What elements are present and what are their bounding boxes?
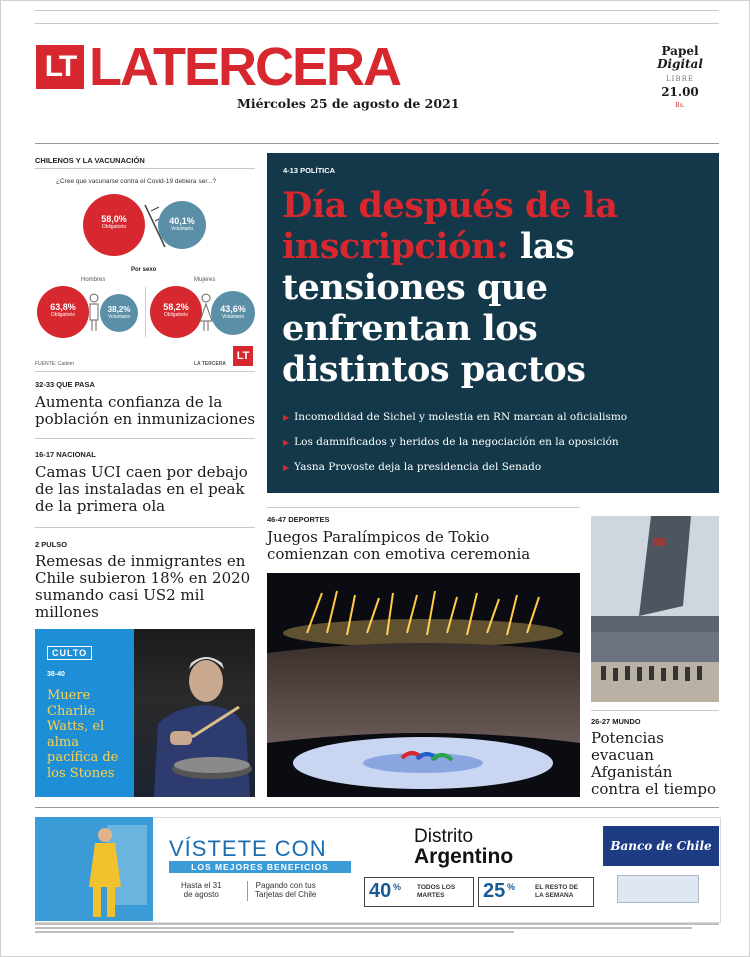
discount-1-line-2: MARTES [417,892,445,899]
ad-pay [255,881,316,899]
fashion-model-illustration [35,817,153,921]
edition-line-1: Papel [661,44,699,58]
discount-1-value: 40 [369,880,392,902]
bubble-label: Obligatorio [50,312,76,318]
bullet-item[interactable] [283,436,713,449]
men-obligatorio-bubble [37,286,89,338]
logo-mark[interactable]: LT [36,45,84,89]
bubble-label: Voluntario [221,314,245,320]
bullet-text: Incomodidad de Sichel y molestia en RN marcan al oficialismo [294,411,628,423]
by-gender-label: Por sexo [131,267,157,273]
women-obligatorio-bubble [150,286,202,338]
top-rule-2 [35,23,719,24]
top-rule [35,10,719,11]
headline-rest: las tensiones que enfrentan los distintos pactos [282,226,586,390]
lt-small-logo: LT [233,346,253,366]
top-voluntario-bubble [158,201,206,249]
ad-until-line-2: de agosto [183,890,219,899]
deportes-headline[interactable]: Juegos Paralímpicos de Tokio comienzan con emotiva ceremonia [267,528,531,563]
discount-2-line-2: LA SEMANA [535,892,574,899]
men-voluntario-bubble [100,294,138,332]
mundo-kicker[interactable]: 26-27 MUNDO [591,717,641,726]
top-obligatorio-bubble [83,194,145,256]
ad-divider [247,881,248,901]
paralympics-ceremony-illustration [267,573,580,797]
discount-box-2 [478,877,594,907]
ad-top-rule [35,807,719,808]
infographic-kicker[interactable]: CHILENOS Y LA VACUNACIÓN [35,156,145,165]
ad-model-image[interactable] [35,817,153,921]
lead-story-kicker: 4-13 POLÍTICA [283,166,336,175]
masthead-rule [35,143,719,144]
story-headline[interactable]: Camas UCI caen por debajo de las instaladas en el peak de la primera ola [35,463,248,515]
bubble-value: 58,0% [101,214,127,224]
stadium-photo[interactable] [267,573,580,797]
price-currency: Bs. [675,102,685,109]
bullet-item[interactable] [283,461,713,474]
lead-story-bullets [283,411,713,486]
headline-highlight: Día después de la inscripción: [282,185,618,267]
discount-1-text [417,884,455,900]
infographic-credit: LA TERCERA [194,361,227,367]
culto-badge: CULTO [47,646,92,660]
story-kicker[interactable]: 16-17 NACIONAL [35,450,96,459]
edition-line-2: Digital [657,57,703,71]
story-headline[interactable]: Aumenta confianza de la población en inmunizaciones [35,393,256,428]
infographic-source: FUENTE: Cadem [35,361,74,367]
bubble-value: 58,2% [163,302,189,312]
drummer-illustration [134,629,255,797]
man-figure-icon [87,293,101,333]
percent-icon: % [507,882,516,892]
story-kicker[interactable]: 2 PULSO [35,540,68,549]
ad-fine-print [35,923,719,935]
story-rule [35,527,255,528]
bubble-label: Obligatorio [163,312,189,318]
story-kicker[interactable]: 32-33 QUE PASA [35,380,95,389]
bullet-triangle-icon: ▶ [283,463,290,472]
edition-date: Miércoles 25 de agosto de 2021 [237,96,460,111]
culto-headline[interactable]: Muere Charlie Watts, el alma pacífica de los Stones [47,688,119,781]
bubble-value: 38,2% [107,305,131,314]
ad-title: VÍSTETE CON [169,836,327,861]
ad-brand [414,827,513,867]
bubble-label: Obligatorio [101,224,127,230]
men-label: Hombres [81,277,106,283]
ad-band: LOS MEJORES BENEFICIOS [169,861,351,873]
bubble-value: 40,1% [169,216,195,226]
bubble-label: Voluntario [107,314,131,320]
ad-pay-line-1: Pagando con tus [255,881,316,890]
women-voluntario-bubble [211,291,255,335]
bullet-text: Yasna Provoste deja la presidencia del Senado [294,461,542,473]
lead-story-headline[interactable] [282,185,712,390]
price-label: LIBRE [666,75,694,83]
infographic-rule [35,168,255,169]
card-image [617,875,699,903]
mundo-rule [591,710,719,711]
mundo-headline[interactable]: Potencias evacuan Afganistán contra el tiempo [591,729,717,798]
story-rule [35,438,255,439]
culto-pages: 38-40 [47,671,65,678]
discount-1-line-1: TODOS LOS [417,884,456,891]
military-plane-illustration [591,516,719,702]
story-headline[interactable]: Remesas de inmigrantes en Chile subieron 18% en 2020 sumando casi US2 mil millones [35,552,251,621]
drummer-photo[interactable] [134,629,255,797]
discount-2-line-1: EL RESTO DE [535,884,579,891]
ad-until [181,881,221,899]
bubble-value: 43,6% [220,304,246,314]
bubble-label: Voluntario [170,226,194,232]
women-label: Mujeres [194,277,216,283]
story-rule [35,371,255,372]
bullet-triangle-icon: ▶ [283,413,290,422]
ad-brand-line-1: Distrito [414,826,474,847]
discount-box-1 [364,877,474,907]
bullet-text: Los damnificados y heridos de la negociación en la oposición [294,436,619,448]
bullet-triangle-icon: ▶ [283,438,290,447]
gender-divider [145,287,146,337]
deportes-kicker[interactable]: 46-47 DEPORTES [267,515,330,524]
bank-logo[interactable]: Banco de Chile [603,826,719,866]
price-value: 21.00 [661,85,699,99]
bubble-value: 63,8% [50,302,76,312]
bullet-item[interactable] [283,411,713,424]
logo-wordmark[interactable]: LATERCERA [89,37,400,97]
ad-until-line-1: Hasta el 31 [181,881,222,890]
discount-2-value: 25 [483,880,506,902]
plane-photo[interactable] [591,516,719,702]
ad-pay-line-2: Tarjetas del Chile [255,890,317,899]
deportes-rule [267,507,580,508]
discount-2-text [535,884,578,900]
edition-badge [651,45,709,112]
infographic-question: ¿Cree que vacunarse contra el Covid-19 debiera ser...? [56,178,217,185]
ad-brand-line-2: Argentino [414,845,514,868]
percent-icon: % [393,882,402,892]
